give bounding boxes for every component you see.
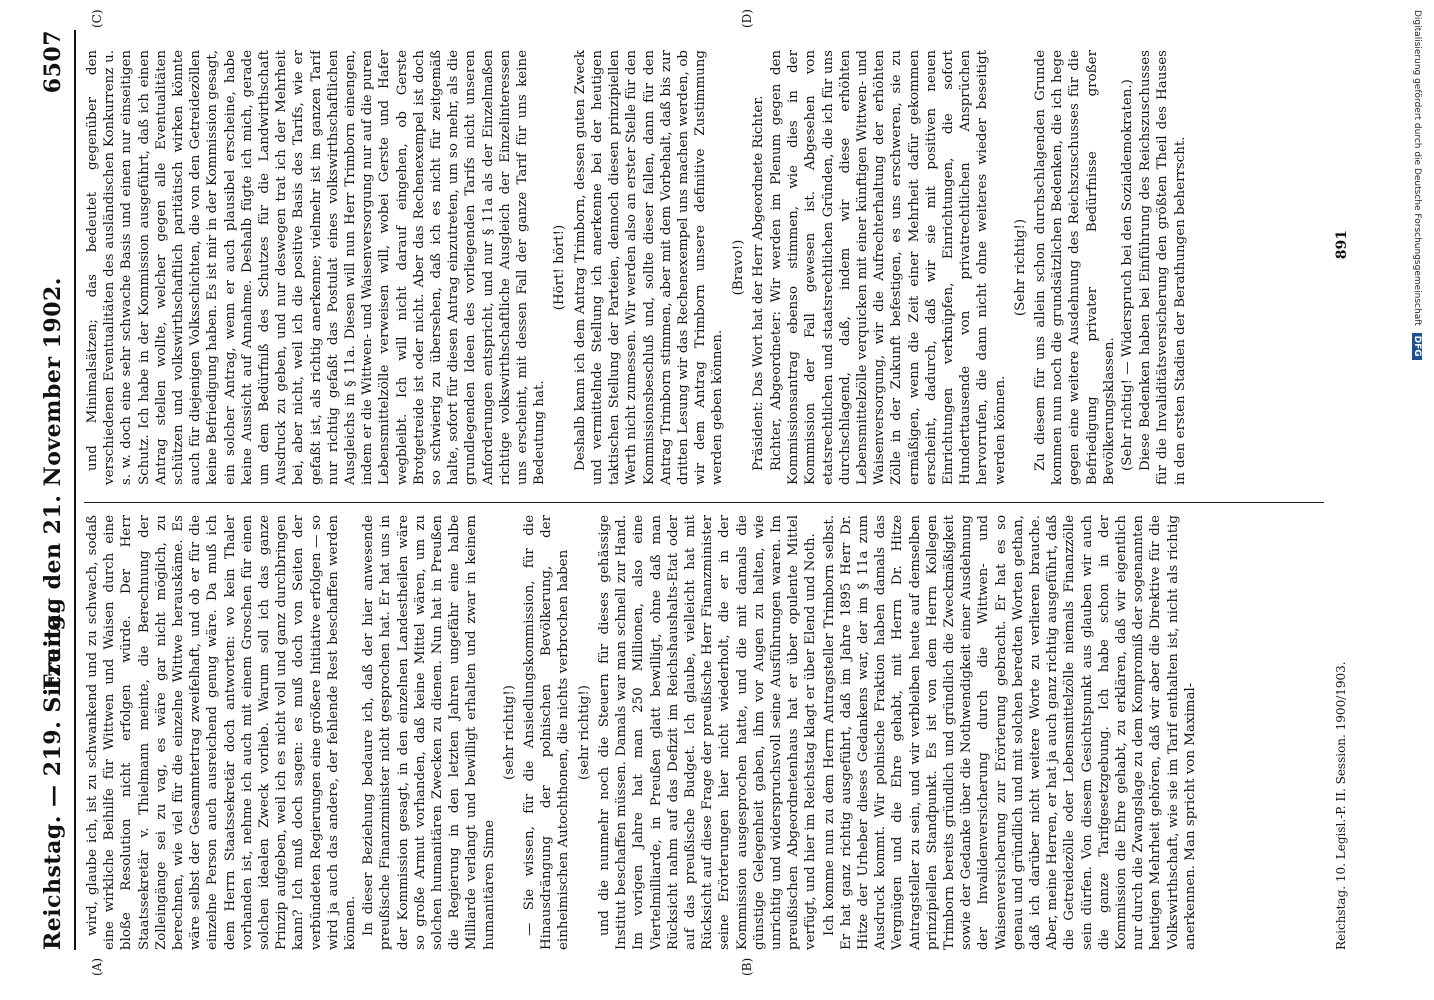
paragraph: Zu diesem für uns allein schon durchschlagenden Grunde kommen nun noch die grundsätzlichen Bedenken, die ich hege gegen eine weitere Ausdehnung des Reichszuschusses für die Befriedigung privater Bedürfnisse großer Bevölkerungsklassen.	[1032, 50, 1117, 485]
interjection: (Sehr richtig!)	[1012, 218, 1028, 317]
credit-text: Digitalisierung gefördert durch die Deutsche Forschungsgemeinschaft	[1412, 10, 1422, 326]
header-title: Reichstag. — 219. Sitzung.	[40, 606, 66, 950]
paragraph: und die nunmehr noch die Steuern für dieses gehässige Institut beschaffen müssen. Damals war man schnell zur Hand. Im vorigen Jahre hat man 250 Millionen, also eine Viertelmilliarde, in Preußen glatt bewilligt, ohne daß man Rücksicht nahm auf das Defizit im Reichshaushalts-Etat oder auf das preußische Budget. Ich glaube, vielleicht hat mit Rücksicht auf diese Frage der preußische Herr Finanzminister seine Erörterungen hier nicht wiederholt, die er in der Kommission ausgesprochen hatte, und die mit damals die günstige Gelegenheit gaben, ihm vor Augen zu halten, wie unrichtig und widerspruchsvoll seine Ausführungen waren. Im preußischen Abgeordnetenhaus hat er über opulente Mittel verfügt, und hier im Reichstag klagt er über Elend und Noth.	[596, 515, 819, 950]
left-column	[84, 515, 1314, 950]
paragraph: und Minimalsätzen; das bedeutet gegenüber den verschiedenen Eventualitäten des ausländischen Konkurrenz u. s. w. doch eine sehr schwache Basis und einen nur einseitigen Schutz. Ich habe in der Kommission ausgeführt, daß ich einen Antrag stellen wollte, welcher gegen alle Eventualitäten schützen und volkswirthschaftlich paritätisch wirken könnte auch für diejenigen Volksschichten, die von den Getreidezöllen keine Befriedigung haben. Es ist mir in der Kommission gesagt, ein solcher Antrag, wenn er auch plausibel erscheine, habe keine Aussicht auf Annahme. Deshalb fügte ich mich, gerade um dem Bedürfniß des Schutzes für die Landwirthschaft Ausdruck zu geben, und nur deswegen trat ich der Mehrheit bei, aber nicht, weil ich die positive Basis des Tarifs, wie er gefaßt ist, als richtig anerkenne; vielmehr ist im ganzen Tarif nur richtig gefaßt das Postulat eines volkswirthschaftlichen Ausgleichs in § 11a. Diesen will nun Herr Trimborn einengen, indem er die Wittwen- und Waisenversorgung nur auf die puren Lebensmittelzölle verweisen will, wobei Gerste und Hafer wegbleibt. Ich will nicht darauf eingehen, ob Gerste Brotgetreide ist oder nicht. Aber das Rechenexempel ist doch so schwierig zu übersehen, daß ich es nicht für zeitgemäß halte, sofort für diesen Antrag einzutreten, um so mehr, als die grundlegenden Ideen des vorliegenden Tarifs nicht unseren Anforderungen entspricht, und nur § 11a als der Einzelmaßen richtige volkswirthschaftliche Ausgleich der Einzelinteressen uns erscheint, mit dessen Fall der ganze Tarif für uns keine Bedeutung hat.	[85, 50, 548, 485]
paragraph: (Sehr richtig! — Widerspruch bei den Sozialdemokraten.)	[1119, 79, 1135, 471]
interjection: (Hört! hört!)	[552, 224, 568, 311]
digitization-credit	[1408, 10, 1422, 990]
paragraph: Diese Bedenken haben bei Einführung des Reichszuschusses für die Invaliditätsversicherung den größten Theil des Hauses in den ersten Stadien der Berathungen beherrscht.	[1138, 50, 1188, 485]
paragraph: — Sie wissen, für die Ansiedlungskommission, für die Hinausdrängung der polnischen Bevölkerung, der einheimischen Autochthonen, die nichts verbrochen haben	[522, 515, 572, 950]
margin-marker-c: (C)	[90, 9, 104, 28]
paragraph: Ich komme nun zu dem Herrn Antragsteller Trimborn selbst. Er hat ganz richtig ausgeführt, daß im Jahre 1895 Herr Dr. Hitze der Urheber dieses Gedankens war, der im § 11a zum Ausdruck kommt. Wir polnische Fraktion haben damals das Vergnügen und die Ehre gehabt, mit Herrn Dr. Hitze Antragsteller zu sein, und wir verbleiben heute auf demselben prinzipiellen Standpunkt. Es ist von dem Herrn Kollegen Trimborn bereits gründlich und gründlich die Zweckmäßigkeit sowie der Gedanke über die Nothwendigkeit einer Ausdehnung der Invalidenversicherung durch die Wittwen- und Waisenversicherung zur Erörterung gebracht. Er hat es so genau und gründlich und mit solchen beredten Worten gethan, daß ich darüber nicht weitere Worte zu verlieren brauche. Aber, meine Herren, er hat ja auch ganz richtig ausgeführt, daß die Getreidezölle oder Lebensmittelzölle niemals Finanzzölle sein dürfen. Von diesem Gesichtspunkt aus glauben wir auch die ganze Tarifgesetzgebung. Ich habe schon in der Kommission die Ehre gehabt, zu erklären, daß wir eigentlich nur durch die Zwangslage zu dem Kompromiß der sogenannten heutigen Mehrheit gehören, daß wir aber die Direktive für die Volkswirthschaft, wie sie im Tarif enthalten ist, nicht als richtig anerkennen. Man spricht von Maximal-	[821, 515, 1198, 950]
newspaper-page	[20, 10, 1400, 990]
margin-marker-a: (A)	[90, 957, 104, 976]
dfg-logo: DFG	[1412, 333, 1422, 360]
interjection: (Bravo!)	[730, 239, 746, 296]
paragraph: Richter, Abgeordneter: Wir werden im Plenum gegen den Kommissionsantrag ebenso stimmen, wie dies in der Kommission der Fall gewesen ist. Abgesehen von etatsrechtlichen und staatsrechtlichen Gründen, die ich für uns durchschlagend, daß, indem wir diese erhöhten Lebensmittelzölle verquicken mit einer künftigen Wittwen- und Waisenversorgung, wir die Aufrechterhaltung der erhöhten Zölle in der Zukunft befestigen, es uns erschweren, sie zu ermäßigen, wenn die Zeit einer Mehrheit dafür gekommen erscheint, dadurch, daß wir sie mit positiven neuen Einrichtungen verknüpfen, Einrichtungen, die sofort Hunderttausende von privatrechtlichen Ansprüchen hervorrufen, die dann nicht ohne weiteres wieder beseitigt werden können.	[768, 50, 1008, 485]
paragraph: In dieser Beziehung bedaure ich, daß der hier anwesende preußische Finanzminister nicht gesprochen hat. Er hat uns in der Kommission gesagt, in den einzelnen Landestheilen wäre so große Armut vorhanden, daß keine Mittel wären, um zu solchen humanitären Zwecken zu dienen. Nun hat in Preußen die Regierung in den letzten Jahren ungefähr eine halbe Milliarde verlangt und bewilligt erhalten und zwar in keinem humanitären Sinne	[361, 515, 497, 950]
right-column	[84, 50, 1314, 485]
paragraph: Präsident: Das Wort hat der Herr Abgeordnete Richter.	[750, 95, 766, 471]
page-header	[34, 30, 76, 950]
margin-marker-d: (D)	[740, 9, 754, 28]
footer-sheet-number: 891	[1334, 230, 1350, 260]
margin-marker-b: (B)	[740, 957, 754, 976]
footer-session: Reichstag. 10. Legisl.-P. II. Session. 1900/1903.	[1334, 661, 1348, 950]
paragraph: Deshalb kann ich dem Antrag Trimborn, dessen guten Zweck und vermittelnde Stellung ich anerkenne bei der heutigen taktischen Stellung der Parteien, dennoch diesen prinzipiellen Werth nicht zumessen. Wir werden also an erster Stelle für den Kommissionsbeschluß und, sollte dieser fallen, dann für den Antrag Trimborn stimmen, aber mit dem Vorbehalt, daß bis zur dritten Lesung wir das Rechenexempel uns machen werden, ob wir dem Antrag Trimborn unsere definitive Zustimmung werden geben können.	[572, 50, 726, 485]
interjection: (sehr richtig!)	[501, 685, 517, 780]
column-divider	[84, 502, 1324, 503]
interjection: (sehr richtig!)	[576, 685, 592, 780]
paragraph: wird, glaube ich, ist zu schwankend und zu schwach, sodaß eine wirkliche Beihilfe für Wittwen und Waisen durch eine bloße Resolution nicht erfolgen würde. Der Herr Staatssekretär v. Thielmann meinte, die Berechnung der Zolleingänge sei zu vag, es wäre gar nicht möglich, zu berechnen, wie viel für die einzelne Wittwe herauskäme. Es wäre selbst der Gesammtertrag zweifelhaft, und ob er für die einzelne Person auch ausreichend genug wäre. Da muß ich dem Herrn Staatssekretär doch antworten: wo kein Thaler vorhanden ist, nehme ich auch mit einem Groschen für einen solchen idealen Zweck vorlieb. Warum soll ich das ganze Prinzip aufgeben, weil ich es nicht voll und ganz durchbringen kann? Ich muß doch sagen: es muß doch von Seiten der verbündeten Regierungen eine größere Initiative erfolgen — so wird ja auch das andere, der fehlende Rest beschaffen werden können.	[85, 515, 359, 950]
page-footer	[1330, 30, 1360, 950]
page-number: 6507	[40, 30, 66, 94]
header-date: Freitag den 21. November 1902.	[40, 277, 66, 690]
